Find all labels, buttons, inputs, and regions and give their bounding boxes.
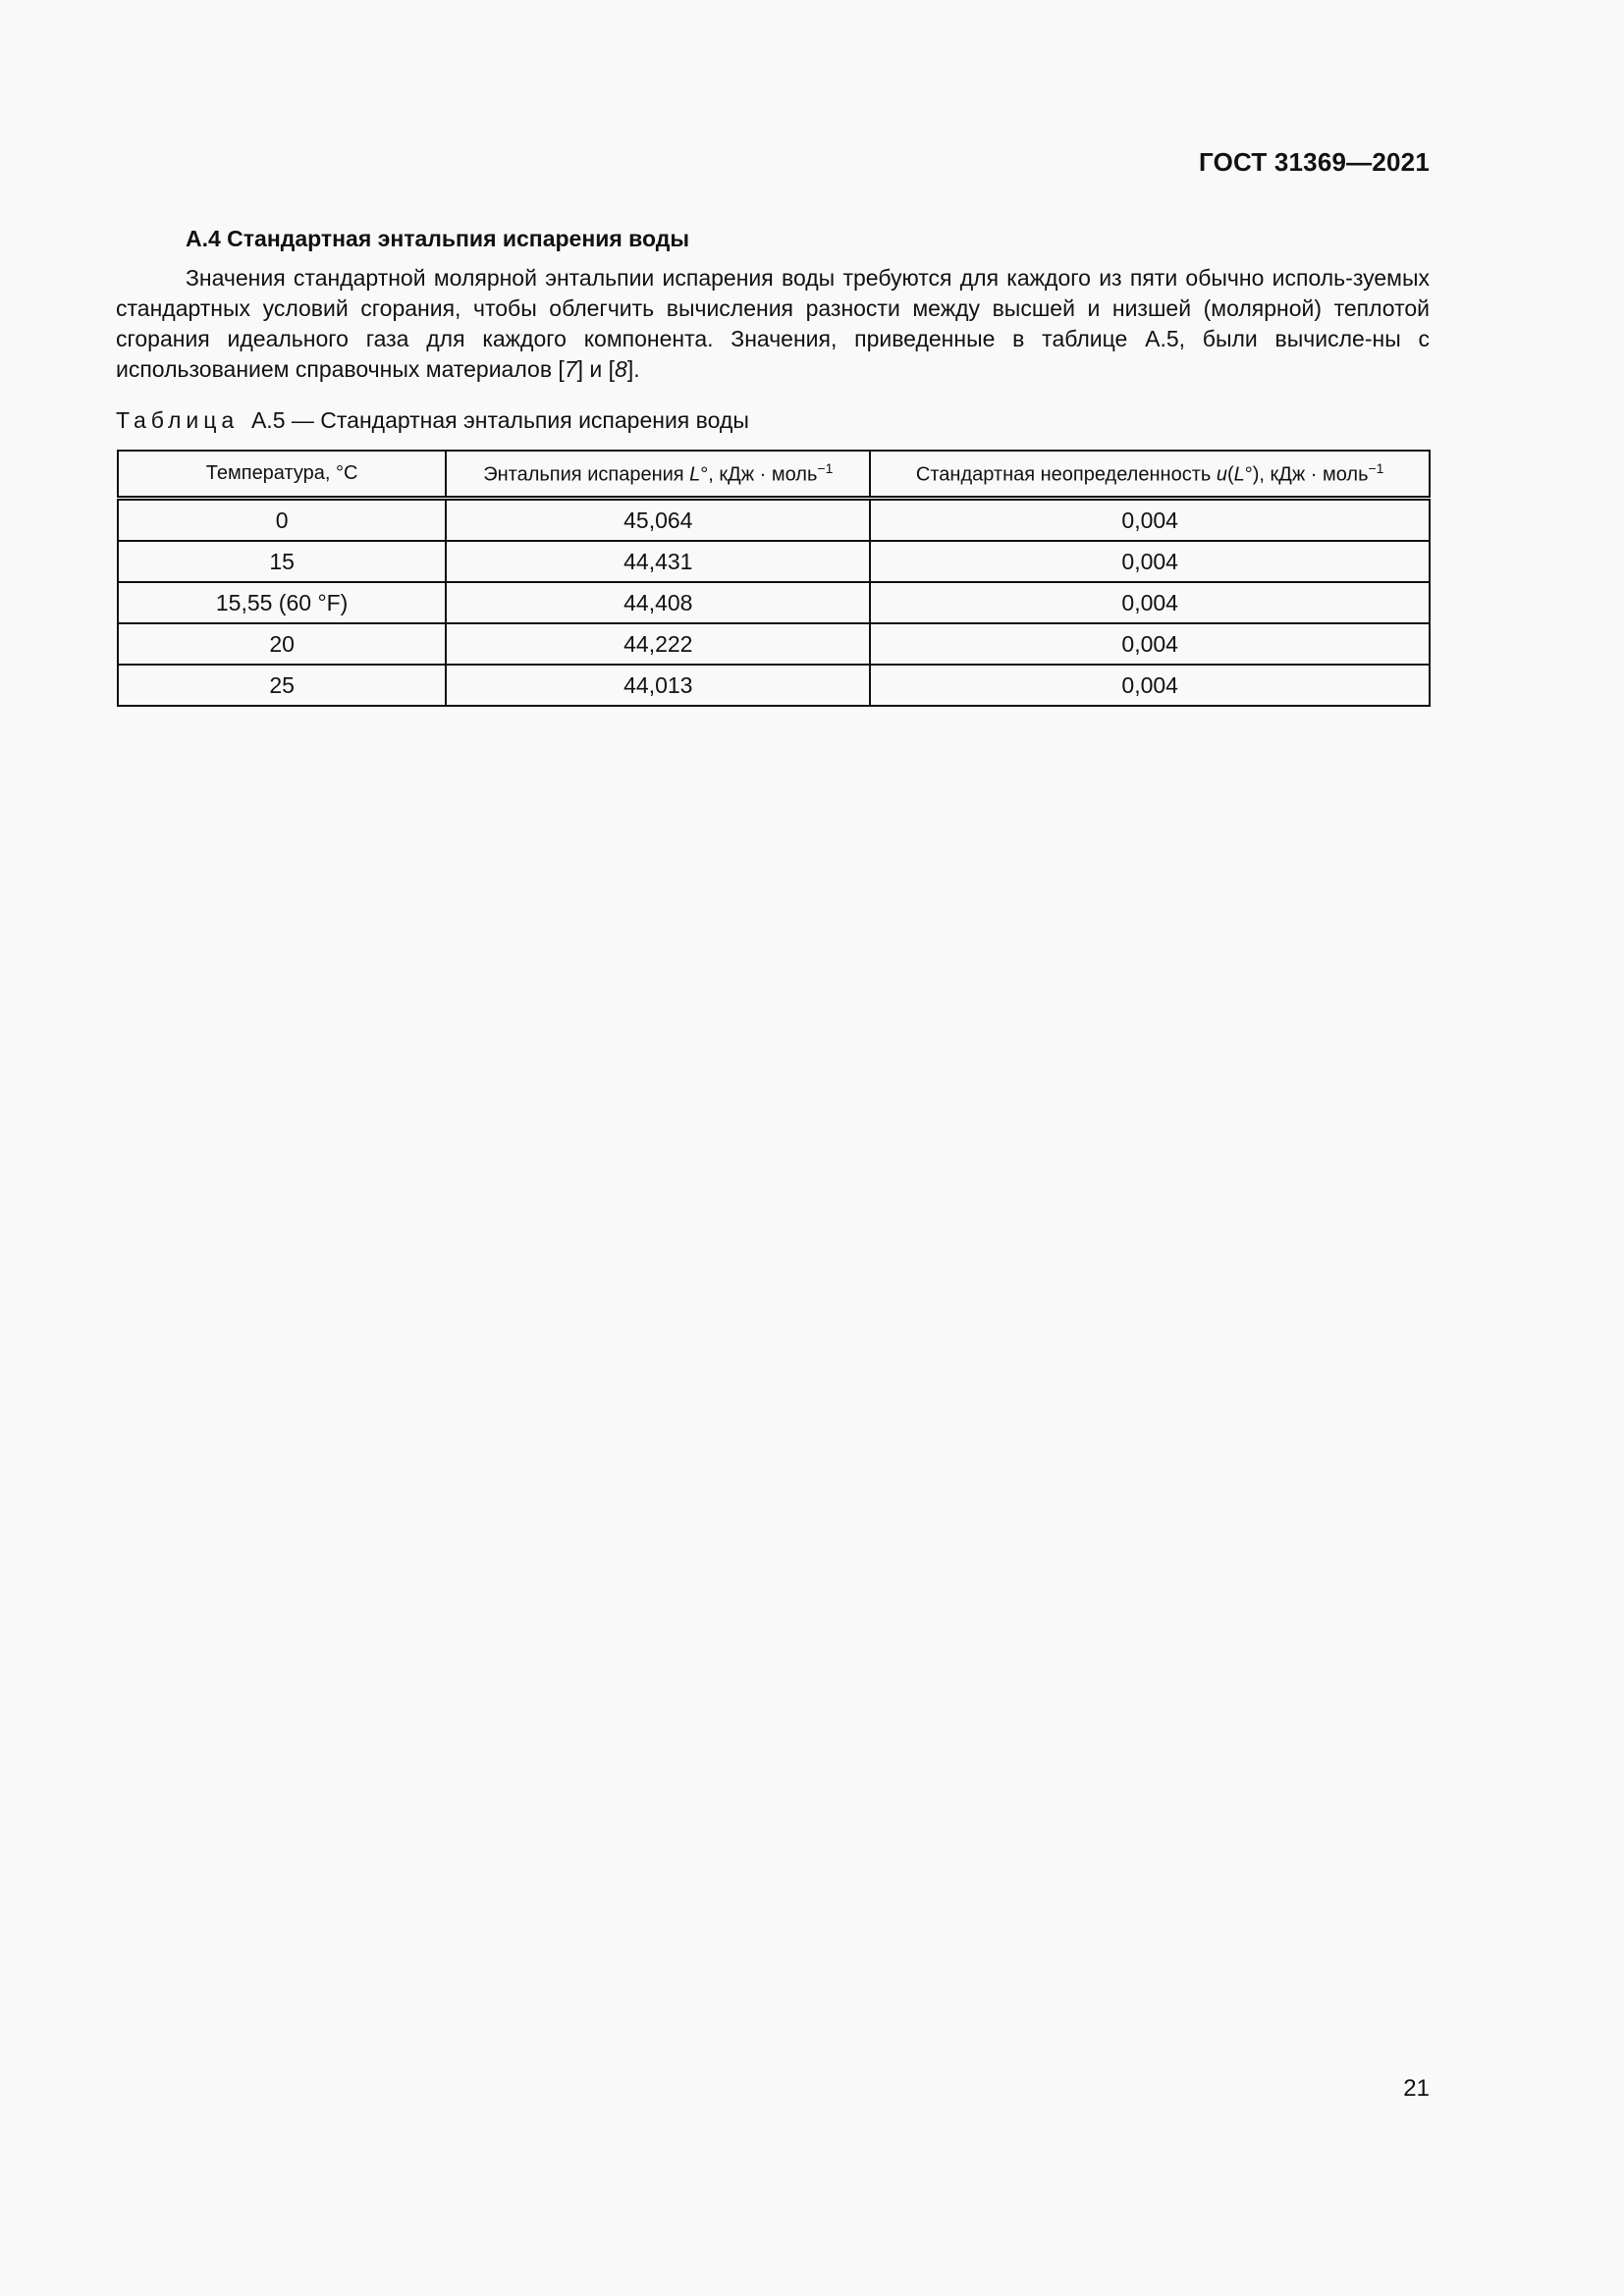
- table-row: [118, 499, 1430, 542]
- cell-uncertainty: 0,004: [870, 582, 1430, 623]
- cell-enthalpy: 44,013: [446, 665, 870, 706]
- header-uncertainty-paren: (: [1226, 463, 1234, 486]
- section-paragraph: [116, 263, 1430, 385]
- cell-uncertainty: 0,004: [870, 499, 1430, 542]
- header-enthalpy: [446, 451, 870, 499]
- cell-uncertainty: 0,004: [870, 541, 1430, 582]
- table-caption-text: А.5 — Стандартная энтальпия испарения воды: [250, 407, 749, 433]
- paragraph-part: ].: [626, 356, 640, 382]
- header-uncertainty-symbol: u: [1216, 463, 1227, 486]
- cell-uncertainty: 0,004: [870, 665, 1430, 706]
- cell-enthalpy: 44,408: [446, 582, 870, 623]
- header-enthalpy-symbol: L: [689, 463, 701, 486]
- header-enthalpy-prefix: Энтальпия испарения: [483, 463, 690, 486]
- table-header-row: [118, 451, 1430, 499]
- header-uncertainty-suffix: °), кДж · моль: [1244, 463, 1369, 486]
- table-row: [118, 541, 1430, 582]
- paragraph-text: [116, 263, 1430, 385]
- table-row: [118, 665, 1430, 706]
- table-row: [118, 582, 1430, 623]
- table-row: [118, 623, 1430, 665]
- paragraph-part: ] и [: [576, 356, 616, 382]
- cell-temperature: 20: [118, 623, 446, 665]
- table-caption: [116, 407, 749, 434]
- cell-temperature: 0: [118, 499, 446, 542]
- reference-8: 8: [615, 356, 627, 382]
- section-title: А.4 Стандартная энтальпия испарения воды: [186, 226, 689, 251]
- reference-7: 7: [564, 356, 577, 382]
- cell-temperature: 15,55 (60 °F): [118, 582, 446, 623]
- document-code: ГОСТ 31369—2021: [1199, 147, 1430, 177]
- header-uncertainty-prefix: Стандартная неопределенность: [915, 463, 1217, 486]
- cell-enthalpy: 44,222: [446, 623, 870, 665]
- header-enthalpy-exponent: −1: [817, 460, 834, 477]
- cell-enthalpy: 44,431: [446, 541, 870, 582]
- header-uncertainty: [870, 451, 1430, 499]
- cell-temperature: 25: [118, 665, 446, 706]
- table-caption-label: Таблица: [116, 407, 240, 433]
- paragraph-part: Значения стандартной молярной энтальпии испарения воды требуются для каждого из пяти обычно исполь-зуемых стандартных условий сгорания, чтобы облегчить вычисления разности между высшей и низшей (молярной) теплотой сгорания идеального газа для каждого компонента. Значения, приведенные в таблице А.5, были вычисле-ны с использованием справочных материалов [: [116, 265, 1430, 382]
- cell-uncertainty: 0,004: [870, 623, 1430, 665]
- header-uncertainty-inner-symbol: L: [1233, 463, 1245, 486]
- header-temperature: Температура, °С: [118, 451, 446, 499]
- page-number: 21: [1403, 2075, 1430, 2102]
- header-uncertainty-exponent: −1: [1368, 460, 1384, 477]
- cell-temperature: 15: [118, 541, 446, 582]
- cell-enthalpy: 45,064: [446, 499, 870, 542]
- header-enthalpy-suffix: °, кДж · моль: [700, 463, 818, 486]
- enthalpy-table: [117, 450, 1431, 707]
